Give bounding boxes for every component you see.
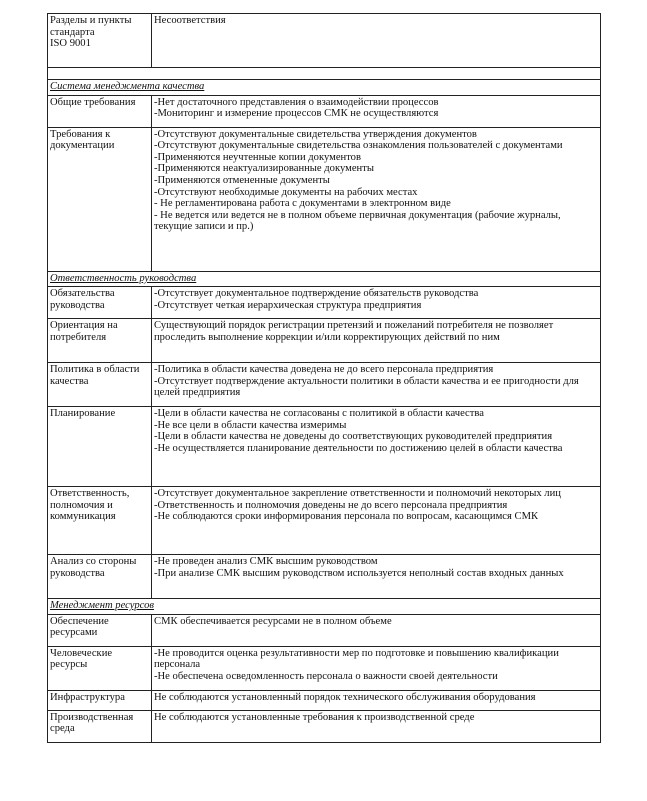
issue-item: -Не проводится оценка результативности мер по подготовке и повышению квалификации персонала	[154, 647, 559, 671]
issue-item: -Применяются неучтенные копии документов	[154, 151, 361, 163]
section-title: Система менеджмента качества	[48, 80, 601, 96]
category-cell: Ответственность, полномочия и коммуникация	[48, 487, 152, 555]
section-title: Менеджмент ресурсов	[48, 599, 601, 615]
table-header-row	[48, 14, 601, 68]
section-row	[48, 599, 601, 615]
issue-item: -Ответственность и полномочия доведены не до всего персонала предприятия	[154, 499, 508, 511]
issue-item: -Политика в области качества доведена не до всего персонала предприятия	[154, 364, 494, 376]
issues-cell	[152, 407, 601, 487]
issue-item: -Отсутствует документальное подтверждение обязательств руководства	[154, 288, 479, 300]
issue-item: -Не обеспечена осведомленность персонала о важности своей деятельности	[154, 670, 498, 682]
table-row	[48, 407, 601, 487]
issues-cell	[152, 646, 601, 690]
category-cell: Политика в области качества	[48, 363, 152, 407]
issue-item: -Отсутствуют документальные свидетельства утверждения документов	[154, 128, 477, 140]
header-standard-sections	[48, 14, 152, 68]
category-cell: Требования к документации	[48, 127, 152, 271]
spacer-row	[48, 68, 601, 80]
issues-cell	[152, 95, 601, 127]
issue-item: -Не все цели в области качества измеримы	[154, 419, 347, 431]
table-row	[48, 287, 601, 319]
issue-item: -При анализе СМК высшим руководством используется неполный состав входных данных	[154, 567, 564, 579]
issue-item: -Не осуществляется планирование деятельности по достижению целей в области качества	[154, 442, 563, 454]
header-line: ISO 9001	[50, 38, 91, 50]
header-nonconformities: Несоответствия	[152, 14, 601, 68]
issue-item: -Отсутствуют необходимые документы на рабочих местах	[154, 186, 418, 198]
table-row	[48, 363, 601, 407]
issue-item: - Не регламентирована работа с документами в электронном виде	[154, 198, 451, 210]
issue-item: Существующий порядок регистрации претензий и пожеланий потребителя не позволяет проследить выполнение коррекции и/или корректирующих действий по ним	[154, 320, 554, 343]
issue-item: -Применяются неактуализированные документы	[154, 163, 374, 175]
table-row	[48, 690, 601, 710]
issues-cell	[152, 555, 601, 599]
issue-item: -Применяются отмененные документы	[154, 174, 330, 186]
header-line: Разделы и пункты	[50, 15, 132, 26]
category-cell: Обеспечение ресурсами	[48, 614, 152, 646]
issue-item: -Цели в области качества не доведены до соответствующих руководителей предприятия	[154, 431, 553, 443]
category-cell: Ориентация на потребителя	[48, 319, 152, 363]
category-cell: Обязательства руководства	[48, 287, 152, 319]
issues-cell	[152, 690, 601, 710]
nonconformities-table	[47, 13, 601, 743]
issue-item: -Отсутствует подтверждение актуальности политики в области качества и ее пригодности для целей предприятия	[154, 375, 579, 399]
section-title: Ответственность руководства	[48, 271, 601, 287]
issue-item: Не соблюдаются установленный порядок технического обслуживания оборудования	[154, 691, 536, 703]
issue-item: -Мониторинг и измерение процессов СМК не осуществляются	[154, 108, 439, 120]
table-row	[48, 646, 601, 690]
issues-cell	[152, 363, 601, 407]
issue-item: -Не проведен анализ СМК высшим руководством	[154, 556, 378, 568]
category-cell: Анализ со стороны руководства	[48, 555, 152, 599]
issue-item: - Не ведется или ведется не в полном объеме первичная документация (рабочие журналы, текущие записи и пр.)	[154, 209, 561, 233]
issue-item: -Нет достаточного представления о взаимодействии процессов	[154, 96, 439, 108]
issues-cell	[152, 710, 601, 742]
issue-item: -Цели в области качества не согласованы с политикой в области качества	[154, 408, 484, 420]
category-cell: Инфраструктура	[48, 690, 152, 710]
table-row	[48, 614, 601, 646]
header-line: стандарта	[50, 26, 95, 38]
issue-item: Не соблюдаются установленные требования к производственной среде	[154, 711, 475, 723]
category-cell: Планирование	[48, 407, 152, 487]
section-row	[48, 80, 601, 96]
issues-cell	[152, 614, 601, 646]
section-row	[48, 271, 601, 287]
table-row	[48, 95, 601, 127]
table-row	[48, 127, 601, 271]
issues-cell	[152, 487, 601, 555]
issues-cell	[152, 127, 601, 271]
table-row	[48, 710, 601, 742]
table-row	[48, 555, 601, 599]
issue-item: -Отсутствует четкая иерархическая структура предприятия	[154, 299, 422, 311]
category-cell: Человеческие ресурсы	[48, 646, 152, 690]
issue-item: -Отсутствуют документальные свидетельства ознакомления пользователей с документами	[154, 140, 563, 152]
issue-item: -Отсутствует документальное закрепление ответственности и полномочий некоторых лиц	[154, 488, 561, 500]
table-row	[48, 319, 601, 363]
issues-cell	[152, 319, 601, 363]
category-cell: Общие требования	[48, 95, 152, 127]
table-row	[48, 487, 601, 555]
category-cell: Производственная среда	[48, 710, 152, 742]
issues-cell	[152, 287, 601, 319]
issue-item: -Не соблюдаются сроки информирования персонала по вопросам, касающимся СМК	[154, 511, 539, 523]
issue-item: СМК обеспечивается ресурсами не в полном объеме	[154, 615, 392, 627]
